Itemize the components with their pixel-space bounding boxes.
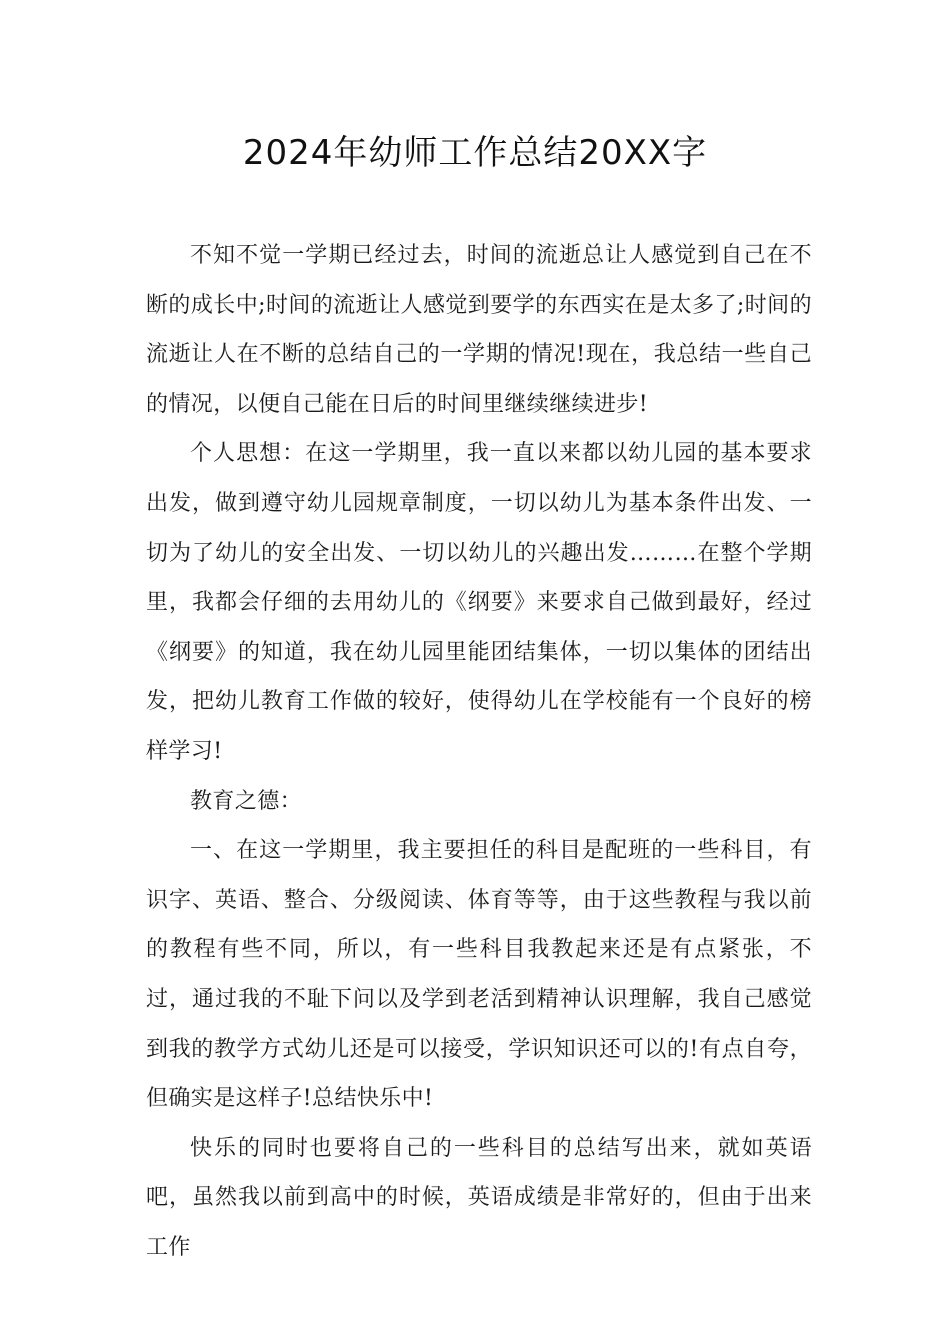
document-body: [146, 231, 812, 1272]
paragraph-education-virtue-heading: 教育之德：: [190, 788, 303, 814]
paragraph-personal-thought: 个人思想：在这一学期里，我一直以来都以幼儿园的基本要求出发，做到遵守幼儿园规章制度，一切以幼儿为基本条件出发、一切为了幼儿的安全出发、一切以幼儿的兴趣出发………在整个学期里，我都会仔细的去用幼儿的《纲要》来要求自己做到最好，经过《纲要》的知道，我在幼儿园里能团结集体，一切以集体的团结出发，把幼儿教育工作做的较好，使得幼儿在学校能有一个良好的榜样学习!: [146, 441, 812, 764]
document-title: 2024年幼师工作总结20XX字: [242, 133, 708, 173]
paragraph-teaching-subjects: 一、在这一学期里，我主要担任的科目是配班的一些科目，有识字、英语、整合、分级阅读、体育等等，由于这些教程与我以前的教程有些不同，所以，有一些科目我教起来还是有点紧张，不过，通过我的不耻下问以及学到老活到精神认识理解，我自己感觉到我的教学方式幼儿还是可以接受，学识知识还可以的!有点自夸，但确实是这样子!总结快乐中!: [146, 838, 812, 1112]
paragraph-intro: 不知不觉一学期已经过去，时间的流逝总让人感觉到自己在不断的成长中;时间的流逝让人感觉到要学的东西实在是太多了;时间的流逝让人在不断的总结自己的一学期的情况!现在，我总结一些自己的情况，以便自己能在日后的时间里继续继续进步!: [146, 243, 812, 417]
paragraph-english-summary: 快乐的同时也要将自己的一些科目的总结写出来，就如英语吧，虽然我以前到高中的时候，英语成绩是非常好的，但由于出来工作: [146, 1135, 812, 1260]
